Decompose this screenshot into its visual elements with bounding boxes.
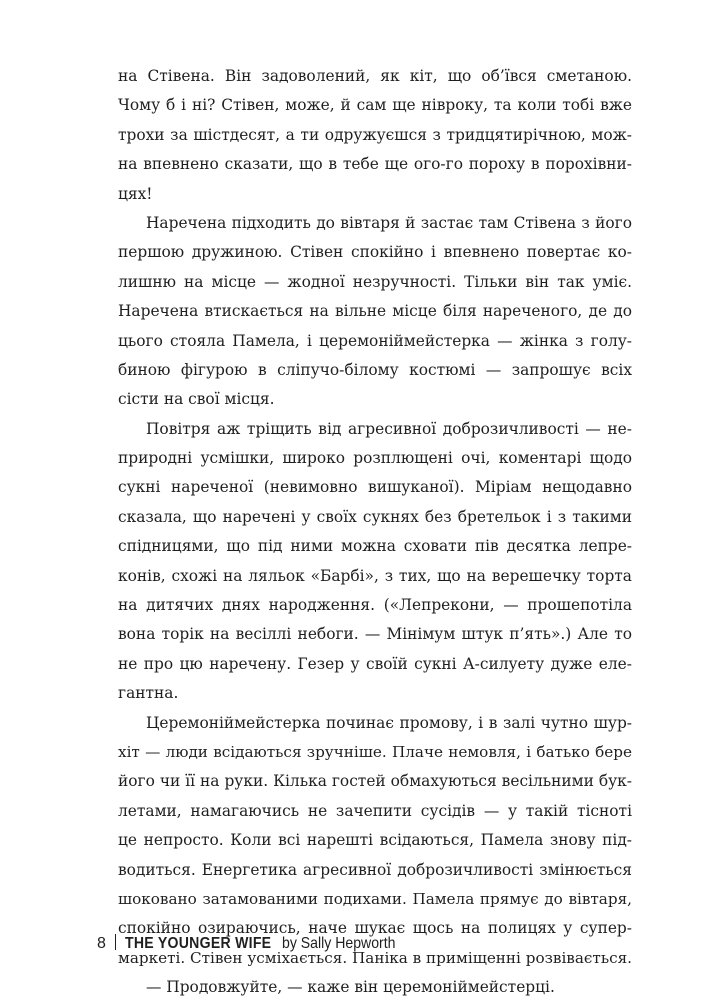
text-line: конів, схожі на ляльок «Барбі», з тих, що на верешечку торта	[118, 566, 632, 585]
text-line: спокійно озираючись, наче шукає щось на полицях у супер-	[118, 919, 632, 938]
text-line: природні усмішки, широко розплющені очі, коментарі щодо	[118, 449, 632, 468]
text-line: гантна.	[118, 684, 179, 703]
text-line: сказала, що наречені у своїх сукнях без бретельок і з такими	[118, 507, 632, 526]
body-text	[118, 62, 632, 1003]
text-line: його чи її на руки. Кілька гостей обмахуються весільними бук-	[118, 772, 632, 791]
text-line: Церемоніймейстерка починає промову, і в залі чутно шур-	[146, 713, 632, 732]
author-byline: by Sally Hepworth	[281, 935, 396, 952]
text-line: вона торік на весіллі небоги. — Мінімум штук п’ять».) Але то	[118, 625, 632, 644]
text-line: водиться. Енергетика агресивної доброзичливості змінюється	[118, 860, 632, 879]
text-line: трохи за шістдесят, а ти одружуєшся з тридцятирічною, мож-	[118, 125, 632, 144]
running-footer	[97, 933, 411, 955]
text-line: це непросто. Коли всі нарешті всідаються, Памела знову під-	[118, 831, 632, 850]
book-title: THE YOUNGER WIFE	[125, 935, 272, 952]
text-line: Наречена втискається на вільне місце біля нареченого, де до	[118, 302, 632, 321]
text-line: — Продовжуйте, — каже він церемоніймейстерці.	[146, 978, 555, 997]
text-line: цього стояла Памела, і церемоніймейстерка — жінка з голу-	[118, 331, 632, 350]
text-line: спідницями, що під ними можна сховати пів десятка лепре-	[118, 537, 632, 556]
text-line: на впевнено сказати, що в тебе ще ого-го пороху в порохівни-	[118, 155, 632, 174]
text-line: на дитячих днях народження. («Лепрекони, — прошепотіла	[118, 596, 632, 615]
text-line: на Стівена. Він задоволений, як кіт, що об’ївся сметаною.	[118, 67, 632, 85]
text-line: не про цю наречену. Гезер у своїй сукні А-силуету дуже еле-	[118, 654, 632, 673]
text-line: Чому б і ні? Стівен, може, й сам ще нівроку, та коли тобі вже	[118, 96, 632, 115]
text-line: сісти на свої місця.	[118, 390, 275, 409]
text-line: маркеті. Стівен усміхається. Паніка в приміщенні розвівається.	[118, 948, 632, 967]
text-line: першою дружиною. Стівен спокійно і впевнено повертає ко-	[118, 243, 632, 262]
page-number: 8	[97, 935, 107, 952]
text-line: лишню на місце — жодної незручності. Тільки він так уміє.	[118, 272, 632, 291]
text-line: Наречена підходить до вівтаря й застає там Стівена з його	[146, 213, 632, 232]
text-line: цях!	[118, 184, 153, 203]
footer-separator	[115, 934, 116, 950]
text-line: сукні нареченої (невимовно вишуканої). Міріам нещодавно	[118, 478, 632, 497]
text-line: хіт — люди всідаються зручніше. Плаче немовля, і батько бере	[118, 742, 632, 761]
text-line: шоковано затамованими подихами. Памела прямує до вівтаря,	[118, 889, 632, 908]
text-line: Повітря аж тріщить від агресивної доброзичливості — не-	[146, 419, 632, 438]
text-line: летами, намагаючись не зачепити сусідів — у такій тісноті	[118, 801, 632, 820]
text-line: биною фігурою в сліпучо-білому костюмі — запрошує всіх	[118, 360, 632, 379]
